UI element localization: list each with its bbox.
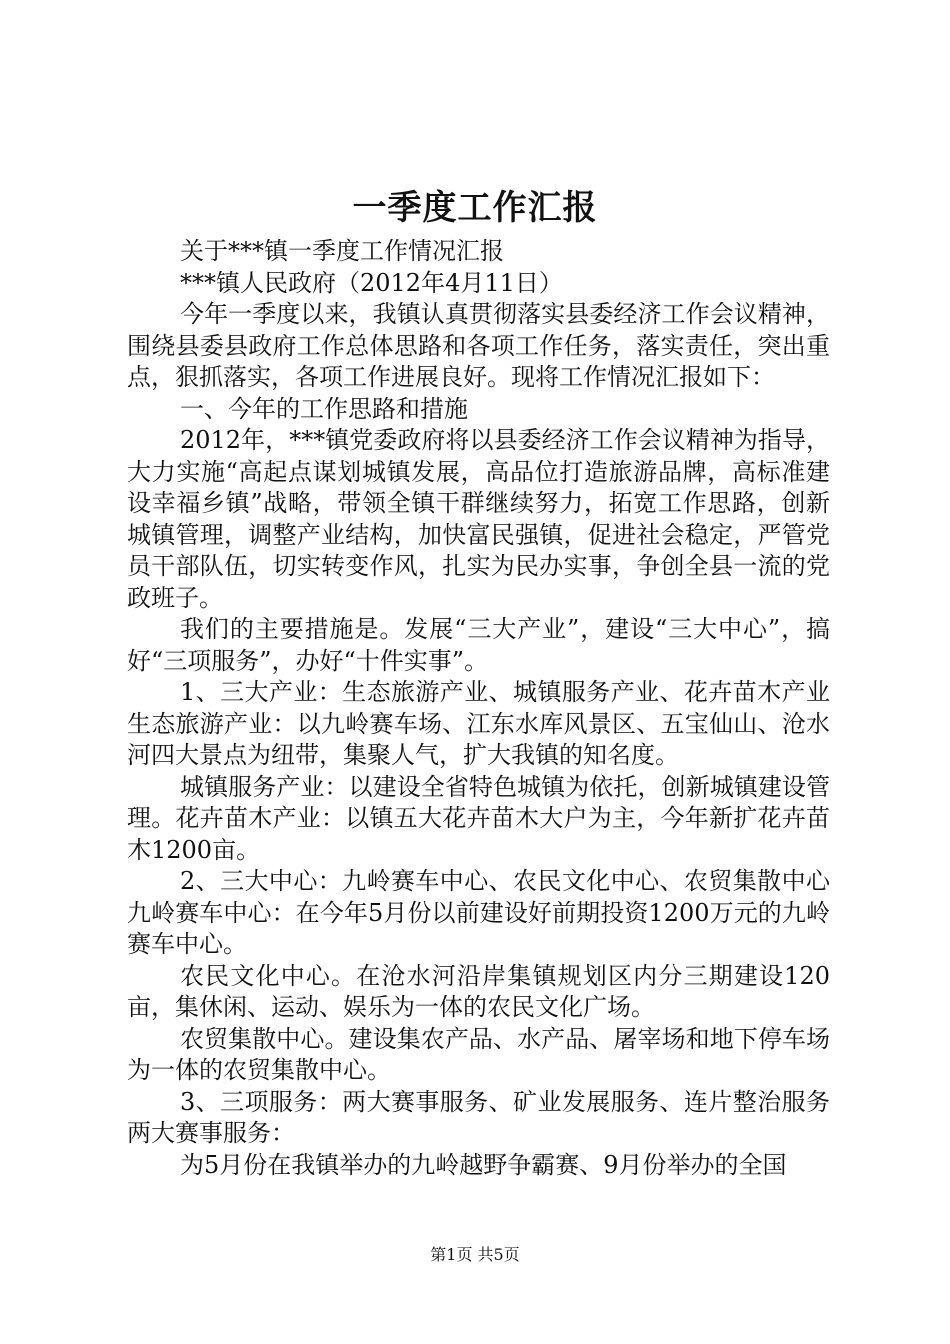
document-title: 一季度工作汇报 xyxy=(352,188,598,228)
body-paragraph: 农民文化中心。在沧水河沿岸集镇规划区内分三期建设120亩，集休闲、运动、娱乐为一体的农民文化广场。 xyxy=(127,961,830,1021)
body-paragraph: 2、三大中心：九岭赛车中心、农民文化中心、农贸集散中心九岭赛车中心：在今年5月份以前建设好前期投资1200万元的九岭赛车中心。 xyxy=(127,867,830,958)
body-paragraph: 为5月份在我镇举办的九岭越野争霸赛、9月份举办的全国 xyxy=(180,1150,787,1179)
issuer-date-paragraph: ***镇人民政府（2012年4月11日） xyxy=(180,268,563,297)
body-paragraph: 城镇服务产业：以建设全省特色城镇为依托，创新城镇建设管理。花卉苗木产业：以镇五大花卉苗木大户为主，今年新扩花卉苗木1200亩。 xyxy=(127,772,830,864)
intro-paragraph: 今年一季度以来，我镇认真贯彻落实县委经济工作会议精神，围绕县委县政府工作总体思路和各项工作任务，落实责任，突出重点，狠抓落实，各项工作进展良好。现将工作情况汇报如下： xyxy=(127,300,830,391)
body-paragraph: 2012年，***镇党委政府将以县委经济工作会议精神为指导，大力实施“高起点谋划城镇发展，高品位打造旅游品牌，高标准建设幸福乡镇”战略，带领全镇干群继续努力，拓宽工作思路，创新城镇管理，调整产业结构，加快富民强镇，促进社会稳定，严管党员干部队伍，切实转变作风，扎实为民办实事，争创全县一流的党政班子。 xyxy=(127,426,830,612)
document-body xyxy=(127,236,830,1181)
body-paragraph: 农贸集散中心。建设集农产品、水产品、屠宰场和地下停车场为一体的农贸集散中心。 xyxy=(127,1024,830,1084)
body-paragraph: 我们的主要措施是。发展“三大产业”，建设“三大中心”，搞好“三项服务”，办好“十件实事”。 xyxy=(127,615,830,675)
page-footer: 第1页 共5页 xyxy=(430,1245,520,1264)
body-paragraph: 1、三大产业：生态旅游产业、城镇服务产业、花卉苗木产业生态旅游产业：以九岭赛车场、江东水库风景区、五宝仙山、沧水河四大景点为纽带，集聚人气，扩大我镇的知名度。 xyxy=(127,678,830,769)
subtitle-paragraph: 关于***镇一季度工作情况汇报 xyxy=(180,237,504,265)
body-paragraph: 3、三项服务：两大赛事服务、矿业发展服务、连片整治服务两大赛事服务： xyxy=(127,1087,830,1147)
section-heading: 一、今年的工作思路和措施 xyxy=(180,394,468,423)
